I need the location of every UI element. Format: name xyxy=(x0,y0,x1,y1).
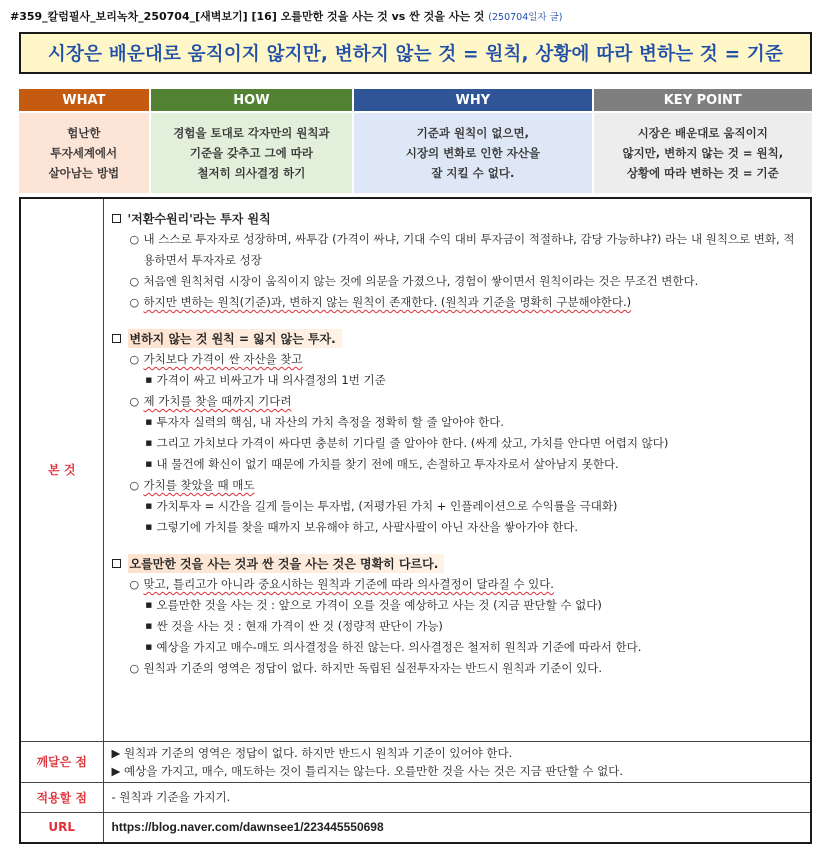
url-row xyxy=(20,812,811,843)
section-title xyxy=(112,552,803,574)
seen-row xyxy=(20,198,811,741)
list-item xyxy=(130,658,803,679)
list-item xyxy=(130,229,803,271)
key-point-header: KEY POINT xyxy=(594,89,812,111)
sub-item xyxy=(146,370,803,391)
date-note: (250704일자 글) xyxy=(488,12,563,23)
key-message-banner: 시장은 배운대로 움직이지 않지만, 변하지 않는 것 = 원칙, 상황에 따라 변하는 것 = 기준 xyxy=(19,32,812,74)
circle-bullet-icon: ○ xyxy=(129,395,140,408)
realized-row xyxy=(20,741,811,782)
sub-item-text: 가격이 싸고 비싸고가 내 의사결정의 1번 기준 xyxy=(156,373,386,387)
sub-item-text: 오를만한 것을 사는 것 : 앞으로 가격이 오를 것을 예상하고 사는 것 (지금 판단할 수 없다) xyxy=(156,598,602,612)
sub-item xyxy=(146,517,803,538)
square-bullet-icon: ■ xyxy=(145,523,153,531)
list-item-text: 가치를 찾았을 때 매도 xyxy=(143,478,255,492)
list-item xyxy=(130,391,803,412)
list-item-text: 제 가치를 찾을 때까지 기다려 xyxy=(143,394,292,408)
sub-item xyxy=(146,637,803,658)
apply-content: - 원칙과 기준을 가지기. xyxy=(103,782,811,812)
sub-item-text: 그리고 가치보다 가격이 싸다면 충분히 기다릴 줄 알아야 한다. (싸게 샀고, 가치를 안다면 어렵지 않다) xyxy=(156,436,669,450)
seen-content xyxy=(103,198,811,741)
sub-item xyxy=(146,454,803,475)
document-title-text: #359_칼럼필사_보리녹차_250704_[새벽보기] [16] 오를만한 것을 사는 것 vs 싼 것을 사는 것 xyxy=(10,10,485,23)
apply-label: 적용할 점 xyxy=(20,782,103,812)
sub-item-text: 그렇기에 가치를 찾을 때까지 보유해야 하고, 사팔사팔이 아닌 자산을 쌓아가야 한다. xyxy=(156,520,579,534)
sub-item xyxy=(146,496,803,517)
list-item-text: 내 스스로 투자자로 성장하며, 싸투감 (가격이 싸냐, 기대 수익 대비 투자금이 적절하냐, 감당 가능하냐?) 라는 내 원칙으로 변화, 적용하면서 투자자로 성장 xyxy=(143,232,795,267)
circle-bullet-icon: ○ xyxy=(129,233,140,246)
section-title xyxy=(112,327,803,349)
sub-item xyxy=(146,595,803,616)
checkbox-icon xyxy=(112,334,121,343)
checkbox-icon xyxy=(112,214,121,223)
section-title-text: 변하지 않는 것 원칙 = 잃지 않는 투자. xyxy=(128,329,342,348)
list-item xyxy=(130,292,803,313)
circle-bullet-icon: ○ xyxy=(129,353,140,366)
circle-bullet-icon: ○ xyxy=(129,578,140,591)
square-bullet-icon: ■ xyxy=(145,622,153,630)
summary-columns xyxy=(19,89,812,193)
square-bullet-icon: ■ xyxy=(145,418,153,426)
url-label: URL xyxy=(20,812,103,843)
list-item-text: 처음엔 원칙처럼 시장이 움직이지 않는 것에 의문을 가졌으나, 경험이 쌓이면서 원칙이라는 것은 무조건 변한다. xyxy=(143,274,699,288)
circle-bullet-icon: ○ xyxy=(129,479,140,492)
realized-line: ▶ 원칙과 기준의 영역은 정답이 없다. 하지만 반드시 원칙과 기준이 있어야 한다. xyxy=(111,745,513,760)
sub-item-text: 내 물건에 확신이 없기 때문에 가치를 찾기 전에 매도, 손절하고 투자자로서 살아남지 못한다. xyxy=(156,457,619,471)
realized-content xyxy=(103,741,811,782)
sub-item xyxy=(146,433,803,454)
realized-line: ▶ 예상을 가지고, 매수, 매도하는 것이 틀리지는 않는다. 오를만한 것을 사는 것은 지금 판단할 수 없다. xyxy=(111,763,624,778)
what-body: 험난한 투자세계에서 살아남는 방법 xyxy=(19,113,149,193)
list-item xyxy=(130,574,803,595)
list-item-text: 가치보다 가격이 싼 자산을 찾고 xyxy=(143,352,303,366)
square-bullet-icon: ■ xyxy=(145,601,153,609)
circle-bullet-icon: ○ xyxy=(129,296,140,309)
how-column xyxy=(151,89,352,193)
sub-item xyxy=(146,616,803,637)
sub-item xyxy=(146,412,803,433)
square-bullet-icon: ■ xyxy=(145,460,153,468)
apply-row xyxy=(20,782,811,812)
realized-label: 깨달은 점 xyxy=(20,741,103,782)
list-item xyxy=(130,271,803,292)
sub-item-text: 싼 것을 사는 것 : 현재 가격이 싼 것 (정량적 판단이 가능) xyxy=(156,619,443,633)
why-header: WHY xyxy=(354,89,591,111)
list-item-text: 원칙과 기준의 영역은 정답이 없다. 하지만 독립된 실전투자자는 반드시 원칙과 기준이 있다. xyxy=(143,661,603,675)
document-title xyxy=(10,8,563,24)
square-bullet-icon: ■ xyxy=(145,376,153,384)
list-item-text: 하지만 변하는 원칙(기준)과, 변하지 않는 원칙이 존재한다. (원칙과 기준을 명확히 구분해야한다.) xyxy=(143,295,632,309)
how-header: HOW xyxy=(151,89,352,111)
notes-table xyxy=(19,197,812,844)
checkbox-icon xyxy=(112,559,121,568)
why-body: 기준과 원칙이 없으면, 시장의 변화로 인한 자산을 잘 지킬 수 없다. xyxy=(354,113,591,193)
square-bullet-icon: ■ xyxy=(145,502,153,510)
list-item-text: 맞고, 틀리고가 아니라 중요시하는 원칙과 기준에 따라 의사결정이 달라질 수 있다. xyxy=(143,577,554,591)
square-bullet-icon: ■ xyxy=(145,439,153,447)
list-item xyxy=(130,349,803,370)
sub-item-text: 투자자 실력의 핵심, 내 자산의 가치 측정을 정확히 할 줄 알아야 한다. xyxy=(156,415,504,429)
sub-item-text: 가치투자 = 시간을 길게 들이는 투자법, (저평가된 가치 + 인플레이션으로 수익률을 극대화) xyxy=(156,499,618,513)
key-point-column xyxy=(594,89,812,193)
seen-label: 본 것 xyxy=(20,198,103,741)
section-title-text: '저환수원리'라는 투자 원칙 xyxy=(127,211,271,226)
url-link[interactable]: https://blog.naver.com/dawnsee1/223445550698 xyxy=(103,812,811,843)
section-title xyxy=(112,207,803,229)
circle-bullet-icon: ○ xyxy=(129,275,140,288)
what-column xyxy=(19,89,149,193)
why-column xyxy=(354,89,591,193)
square-bullet-icon: ■ xyxy=(145,643,153,651)
section-title-text: 오를만한 것을 사는 것과 싼 것을 사는 것은 명확히 다르다. xyxy=(128,554,445,573)
sub-item-text: 예상을 가지고 매수-매도 의사결정을 하진 않는다. 의사결정은 철저히 원칙과 기준에 따라서 한다. xyxy=(156,640,642,654)
circle-bullet-icon: ○ xyxy=(129,662,140,675)
what-header: WHAT xyxy=(19,89,149,111)
key-point-body: 시장은 배운대로 움직이지 않지만, 변하지 않는 것 = 원칙, 상황에 따라 변하는 것 = 기준 xyxy=(594,113,812,193)
how-body: 경험을 토대로 각자만의 원칙과 기준을 갖추고 그에 따라 철저히 의사결정 하기 xyxy=(151,113,352,193)
list-item xyxy=(130,475,803,496)
